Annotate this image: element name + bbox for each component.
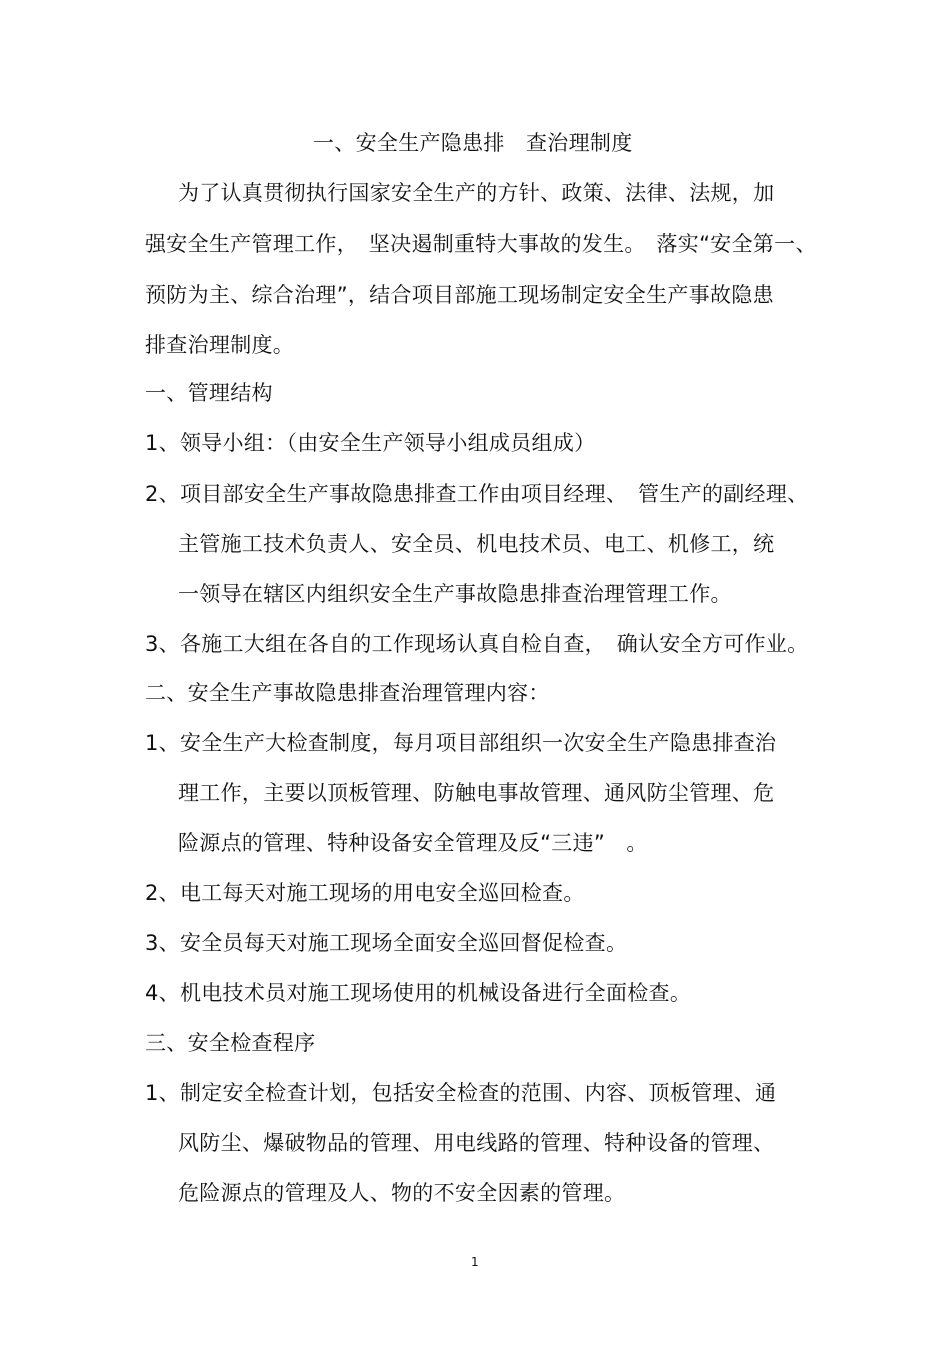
- intro-line-1: 为了认真贯彻执行国家安全生产的方针、政策、法律、法规，加: [178, 181, 775, 205]
- section1-item2-line2: 主管施工技术负责人、安全员、机电技术员、电工、机修工，统: [178, 532, 775, 556]
- intro-line-4: 排查治理制度。: [145, 333, 295, 357]
- section1-item3: 3、各施工大组在各自的工作现场认真自检自查， 确认安全方可作业。: [145, 632, 809, 656]
- section3-item1-line3: 危险源点的管理及人、物的不安全因素的管理。: [178, 1181, 626, 1205]
- intro-line-3: 预防为主、综合治理”，结合项目部施工现场制定安全生产事故隐患: [145, 283, 774, 307]
- section2-item1-line1: 1、安全生产大检查制度，每月项目部组织一次安全生产隐患排查治: [145, 731, 777, 755]
- section2-item1-line2: 理工作，主要以顶板管理、防触电事故管理、通风防尘管理、危: [178, 781, 775, 805]
- section1-heading: 一、管理结构: [145, 381, 273, 405]
- section3-heading: 三、安全检查程序: [145, 1031, 316, 1055]
- section2-heading: 二、安全生产事故隐患排查治理管理内容：: [145, 681, 550, 705]
- section3-item1-line1: 1、制定安全检查计划，包括安全检查的范围、内容、顶板管理、通: [145, 1081, 777, 1105]
- section1-item2-line1: 2、项目部安全生产事故隐患排查工作由项目经理、 管生产的副经理、: [145, 482, 809, 506]
- section2-item4: 4、机电技术员对施工现场使用的机械设备进行全面检查。: [145, 981, 692, 1005]
- section2-item2: 2、电工每天对施工现场的用电安全巡回检查。: [145, 881, 585, 905]
- section2-item1-line3: 险源点的管理、特种设备安全管理及反“三违” 。: [178, 831, 648, 855]
- document-title: 一、安全生产隐患排 查治理制度: [313, 131, 633, 155]
- section1-item1: 1、领导小组：（由安全生产领导小组成员组成）: [145, 431, 596, 455]
- intro-line-2: 强安全生产管理工作， 坚决遏制重特大事故的发生。 落实“安全第一、: [145, 232, 817, 256]
- section2-item3: 3、安全员每天对施工现场全面安全巡回督促检查。: [145, 931, 628, 955]
- section3-item1-line2: 风防尘、爆破物品的管理、用电线路的管理、特种设备的管理、: [178, 1131, 775, 1155]
- section1-item2-line3: 一领导在辖区内组织安全生产事故隐患排查治理管理工作。: [178, 582, 732, 606]
- page-number: 1: [471, 1255, 479, 1269]
